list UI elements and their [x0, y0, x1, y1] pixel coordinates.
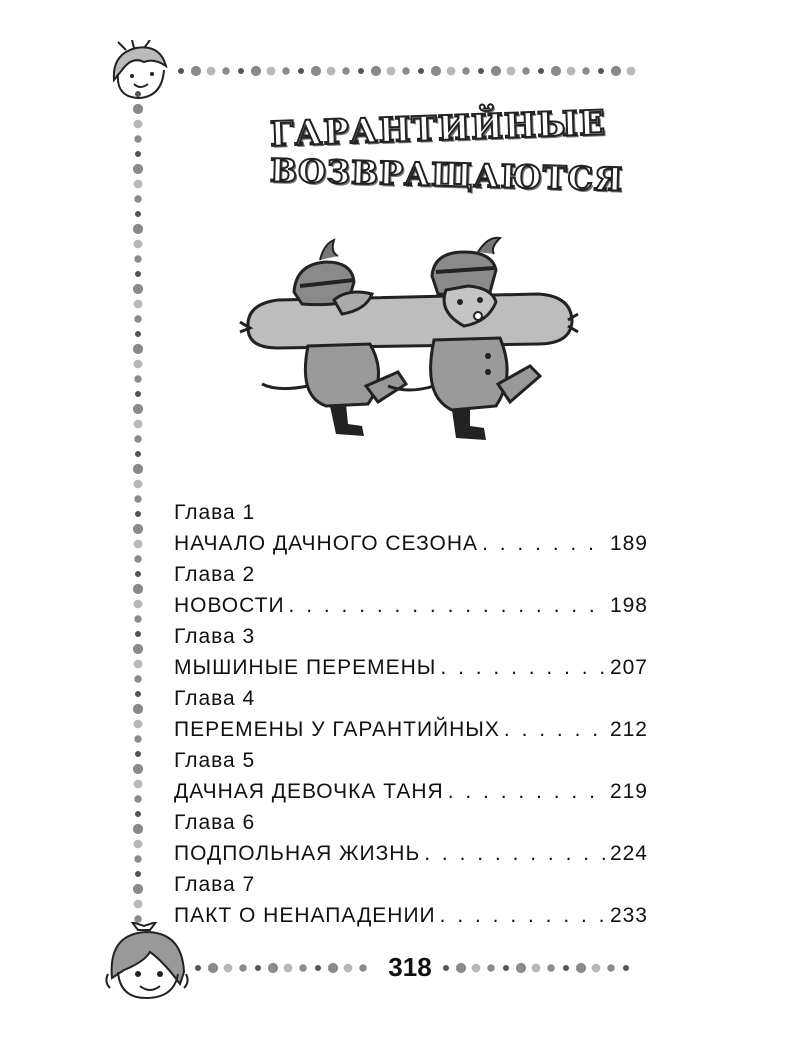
toc-entry-2[interactable]: [174, 559, 648, 621]
border-dot: [251, 66, 261, 76]
chapter-title: ДАЧНАЯ ДЕВОЧКА ТАНЯ: [174, 780, 444, 803]
dot-leader: [289, 590, 606, 621]
border-dot: [134, 195, 141, 202]
border-dot: [532, 964, 541, 973]
border-dot: [538, 68, 544, 74]
chapter-label: Глава 6: [174, 811, 256, 834]
border-dot: [371, 66, 381, 76]
toc-row: [174, 714, 648, 745]
border-dot: [135, 451, 141, 457]
border-dot: [268, 963, 278, 973]
border-dot: [135, 631, 141, 637]
border-dot: [134, 540, 143, 549]
border-dot: [447, 67, 456, 76]
border-dot: [135, 271, 141, 277]
border-dot: [418, 68, 424, 74]
chapter-label: Глава 7: [174, 873, 256, 896]
page-ref: 219: [609, 780, 648, 803]
border-dot: [503, 965, 509, 971]
chapter-label: Глава 2: [174, 563, 256, 586]
border-dot: [133, 524, 143, 534]
border-dot: [462, 67, 469, 74]
page-ref: 233: [609, 904, 648, 927]
border-dot: [358, 68, 364, 74]
border-dot: [551, 66, 561, 76]
toc-row: [174, 776, 648, 807]
page-ref: 207: [609, 656, 648, 679]
border-dot: [134, 735, 141, 742]
border-dot: [135, 751, 141, 757]
border-dot: [222, 67, 229, 74]
border-dot: [207, 67, 216, 76]
title-line-1: ГАРАНТИЙНЫЕ: [269, 103, 607, 155]
border-dot: [342, 67, 349, 74]
chapter-label: Глава 3: [174, 625, 256, 648]
border-dot: [134, 300, 143, 309]
border-dot: [284, 964, 293, 973]
border-dot: [134, 600, 143, 609]
border-dot: [387, 67, 396, 76]
toc-row: [174, 900, 648, 931]
border-dot: [134, 615, 141, 622]
border-dot: [491, 66, 501, 76]
dot-leader: [424, 838, 606, 869]
border-dot: [133, 884, 143, 894]
title-line-2: ВОЗВРАЩАЮТСЯ: [269, 151, 624, 199]
border-dot: [402, 67, 409, 74]
border-dot: [134, 480, 143, 489]
border-dot: [178, 68, 184, 74]
border-dot: [134, 375, 141, 382]
border-dot: [134, 240, 143, 249]
dot-leader: [440, 900, 606, 931]
border-dot: [298, 68, 304, 74]
border-dot: [547, 964, 554, 971]
border-dot: [133, 584, 143, 594]
border-dot: [134, 840, 143, 849]
dotted-border-bottom-left: [192, 960, 382, 976]
border-dot: [191, 66, 201, 76]
border-dot: [238, 68, 244, 74]
border-dot: [133, 824, 143, 834]
border-dot: [478, 68, 484, 74]
border-dot: [133, 224, 143, 234]
border-dot: [311, 66, 321, 76]
border-dot: [195, 965, 201, 971]
table-of-contents: [174, 497, 648, 931]
border-dot: [516, 963, 526, 973]
border-dot: [267, 67, 276, 76]
toc-entry-1[interactable]: [174, 497, 648, 559]
border-dot: [134, 720, 143, 729]
border-dot: [582, 67, 589, 74]
toc-row: [174, 528, 648, 559]
border-dot: [133, 104, 143, 114]
toc-entry-6[interactable]: [174, 807, 648, 869]
border-dot: [567, 67, 576, 76]
border-dot: [135, 151, 141, 157]
dot-leader: [440, 652, 606, 683]
border-dot: [135, 571, 141, 577]
toc-row: [174, 838, 648, 869]
border-dot: [208, 963, 218, 973]
chapter-title: ПОДПОЛЬНАЯ ЖИЗНЬ: [174, 842, 421, 865]
border-dot: [135, 811, 141, 817]
page-ref: 224: [609, 842, 648, 865]
border-dot: [135, 691, 141, 697]
border-dot: [255, 965, 261, 971]
toc-entry-3[interactable]: [174, 621, 648, 683]
border-dot: [598, 68, 604, 74]
toc-entry-5[interactable]: [174, 745, 648, 807]
border-dot: [133, 344, 143, 354]
border-dot: [623, 965, 629, 971]
border-dot: [611, 66, 621, 76]
border-dot: [133, 164, 143, 174]
border-dot: [134, 660, 143, 669]
border-dot: [135, 211, 141, 217]
border-dot: [135, 331, 141, 337]
chapter-title: ПАКТ О НЕНАПАДЕНИИ: [174, 904, 436, 927]
chapter-title: НОВОСТИ: [174, 594, 285, 617]
border-dot: [133, 404, 143, 414]
border-dot: [134, 555, 141, 562]
dotted-border-top: [175, 64, 645, 78]
border-dot: [576, 963, 586, 973]
border-dot: [563, 965, 569, 971]
border-dot: [134, 420, 143, 429]
border-dot: [592, 964, 601, 973]
border-dot: [133, 764, 143, 774]
dot-leader: [482, 528, 606, 559]
border-dot: [522, 67, 529, 74]
dot-leader: [448, 776, 606, 807]
border-dot: [133, 284, 143, 294]
border-dot: [299, 964, 306, 971]
border-dot: [134, 360, 143, 369]
border-dot: [134, 435, 141, 442]
border-dot: [134, 780, 143, 789]
border-dot: [135, 391, 141, 397]
border-dot: [134, 180, 143, 189]
border-dot: [472, 964, 481, 973]
border-dot: [627, 67, 636, 76]
border-dot: [282, 67, 289, 74]
border-dot: [359, 964, 366, 971]
border-dot: [344, 964, 353, 973]
chapter-title: МЫШИНЫЕ ПЕРЕМЕНЫ: [174, 656, 437, 679]
girl-head-corner-icon: [104, 40, 174, 100]
border-dot: [224, 964, 233, 973]
border-dot: [507, 67, 516, 76]
chapter-title: ПЕРЕМЕНЫ У ГАРАНТИЙНЫХ: [174, 718, 500, 741]
border-dot: [134, 135, 141, 142]
chapter-label: Глава 5: [174, 749, 256, 772]
border-dot: [134, 795, 141, 802]
chapter-label: Глава 1: [174, 501, 256, 524]
border-dot: [134, 120, 143, 129]
border-dot: [315, 965, 321, 971]
page-ref: 189: [609, 532, 648, 555]
dot-leader: [504, 714, 606, 745]
border-dot: [431, 66, 441, 76]
border-dot: [456, 963, 466, 973]
page-ref: 212: [609, 718, 648, 741]
chapter-label: Глава 4: [174, 687, 256, 710]
dotted-border-bottom-right: [440, 960, 640, 976]
border-dot: [133, 644, 143, 654]
toc-entry-7[interactable]: [174, 869, 648, 931]
border-dot: [487, 964, 494, 971]
chapter-section-title: [269, 103, 624, 199]
dotted-border-left: [128, 88, 148, 933]
border-dot: [607, 964, 614, 971]
border-dot: [133, 464, 143, 474]
border-dot: [134, 675, 141, 682]
border-dot: [327, 67, 336, 76]
toc-row: [174, 652, 648, 683]
border-dot: [134, 855, 141, 862]
chapter-title: НАЧАЛО ДАЧНОГО СЕЗОНА: [174, 532, 479, 555]
border-dot: [239, 964, 246, 971]
border-dot: [134, 495, 141, 502]
border-dot: [134, 900, 143, 909]
border-dot: [443, 965, 449, 971]
border-dot: [328, 963, 338, 973]
border-dot: [135, 871, 141, 877]
border-dot: [134, 315, 141, 322]
border-dot: [135, 511, 141, 517]
girl-face-corner-icon: [104, 922, 190, 1002]
border-dot: [134, 255, 141, 262]
toc-row: [174, 590, 648, 621]
page-ref: 198: [609, 594, 648, 617]
toc-entry-4[interactable]: [174, 683, 648, 745]
border-dot: [133, 704, 143, 714]
mice-carrying-sausage-illustration: [238, 236, 580, 450]
page-number: 318: [388, 952, 432, 982]
